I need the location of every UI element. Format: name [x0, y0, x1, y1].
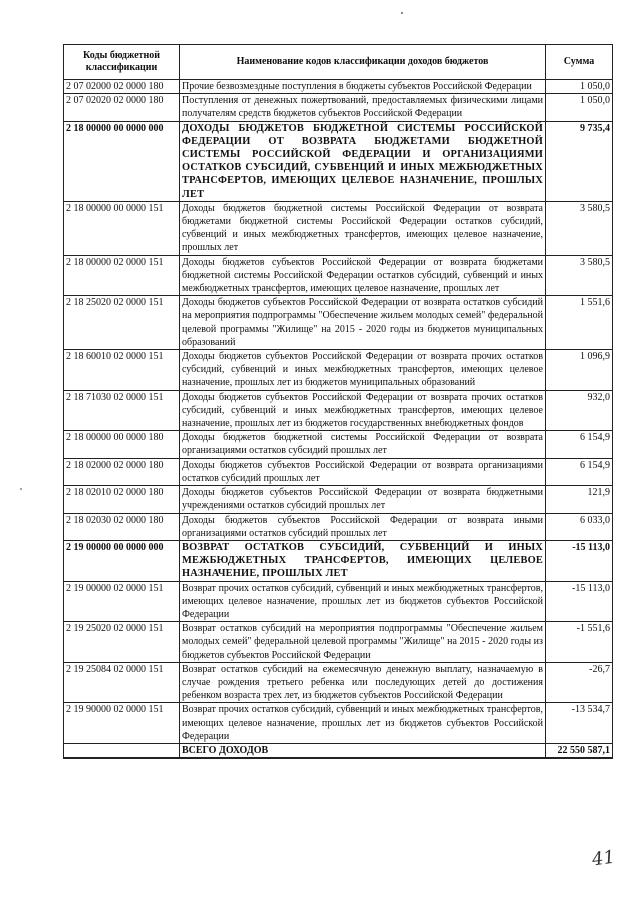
row-name: Доходы бюджетов бюджетной системы Российской Федерации от возврата бюджетами бюджетной системы Российской Федерации остатков субсидий, субвенций и иных межбюджетных трансфертов, имеющих целевое назначение, прошлых лет	[180, 201, 546, 255]
row-code: 2 19 90000 02 0000 151	[64, 703, 180, 744]
table-row	[64, 201, 613, 255]
row-name: Доходы бюджетов субъектов Российской Федерации от возврата организациями остатков субсидий прошлых лет	[180, 458, 546, 485]
scan-speck	[401, 12, 403, 14]
row-name: ДОХОДЫ БЮДЖЕТОВ БЮДЖЕТНОЙ СИСТЕМЫ РОССИЙСКОЙ ФЕДЕРАЦИИ ОТ ВОЗВРАТА БЮДЖЕТАМИ БЮДЖЕТНОЙ СИСТЕМЫ РОССИЙСКОЙ ФЕДЕРАЦИИ И ОРГАНИЗАЦИЯМИ ОСТАТКОВ СУБСИДИЙ, СУБВЕНЦИЙ И ИНЫХ МЕЖБЮДЖЕТНЫХ ТРАНСФЕРТОВ, ИМЕЮЩИХ ЦЕЛЕВОЕ НАЗНАЧЕНИЕ, ПРОШЛЫХ ЛЕТ	[180, 121, 546, 201]
table-row	[64, 390, 613, 431]
row-code: 2 18 00000 00 0000 151	[64, 201, 180, 255]
table-row	[64, 581, 613, 622]
row-code: 2 18 25020 02 0000 151	[64, 296, 180, 350]
row-name: Возврат прочих остатков субсидий, субвенций и иных межбюджетных трансфертов, имеющих целевое назначение, прошлых лет из бюджетов субъектов Российской Федерации	[180, 581, 546, 622]
header-name: Наименование кодов классификации доходов бюджетов	[180, 45, 546, 80]
row-code: 2 18 02030 02 0000 180	[64, 513, 180, 540]
row-code: 2 19 25084 02 0000 151	[64, 662, 180, 703]
row-sum: -15 113,0	[546, 540, 613, 581]
row-code: 2 19 00000 02 0000 151	[64, 581, 180, 622]
row-name: Доходы бюджетов субъектов Российской Федерации от возврата бюджетными учреждениями остатков субсидий прошлых лет	[180, 486, 546, 513]
total-code	[64, 743, 180, 758]
total-sum: 22 550 587,1	[546, 743, 613, 758]
row-sum: 1 096,9	[546, 350, 613, 391]
row-name: Возврат остатков субсидий на мероприятия подпрограммы "Обеспечение жильем молодых семей" федеральной целевой программы "Жилище" на 2015 - 2020 годы из бюджетов субъектов Российской Федерации	[180, 622, 546, 663]
handwritten-page-number: 41	[590, 846, 617, 871]
row-sum: 3 580,5	[546, 201, 613, 255]
header-code: Коды бюджетной классификации	[64, 45, 180, 80]
table-body	[64, 80, 613, 744]
table-header-row	[64, 45, 613, 80]
table-row	[64, 80, 613, 94]
row-sum: 1 050,0	[546, 94, 613, 121]
table-row	[64, 296, 613, 350]
table-row	[64, 513, 613, 540]
row-name: ВОЗВРАТ ОСТАТКОВ СУБСИДИЙ, СУБВЕНЦИЙ И ИНЫХ МЕЖБЮДЖЕТНЫХ ТРАНСФЕРТОВ, ИМЕЮЩИХ ЦЕЛЕВОЕ НАЗНАЧЕНИЕ, ПРОШЛЫХ ЛЕТ	[180, 540, 546, 581]
row-sum: 1 551,6	[546, 296, 613, 350]
table-row	[64, 622, 613, 663]
table-row	[64, 121, 613, 201]
row-code: 2 18 60010 02 0000 151	[64, 350, 180, 391]
row-sum: -1 551,6	[546, 622, 613, 663]
table-row	[64, 703, 613, 744]
row-sum: 1 050,0	[546, 80, 613, 94]
row-sum: 932,0	[546, 390, 613, 431]
header-sum: Сумма	[546, 45, 613, 80]
row-sum: -15 113,0	[546, 581, 613, 622]
table-row	[64, 94, 613, 121]
row-sum: -13 534,7	[546, 703, 613, 744]
row-code: 2 18 71030 02 0000 151	[64, 390, 180, 431]
table-row	[64, 540, 613, 581]
table-row	[64, 486, 613, 513]
row-code: 2 19 25020 02 0000 151	[64, 622, 180, 663]
table-row	[64, 350, 613, 391]
row-code: 2 19 00000 00 0000 000	[64, 540, 180, 581]
row-name: Возврат остатков субсидий на ежемесячную денежную выплату, назначаемую в случае рождения третьего ребенка или последующих детей до достижения ребенком возраста трех лет, из бюджетов субъектов Российской Федерации	[180, 662, 546, 703]
row-sum: -26,7	[546, 662, 613, 703]
row-name: Доходы бюджетов субъектов Российской Федерации от возврата прочих остатков субсидий, субвенций и иных межбюджетных трансфертов, имеющих целевое назначение, прошлых лет из бюджетов муниципальных образований	[180, 350, 546, 391]
row-code: 2 18 00000 02 0000 151	[64, 255, 180, 296]
row-name: Доходы бюджетов субъектов Российской Федерации от возврата прочих остатков субсидий, субвенций и иных межбюджетных трансфертов, имеющих целевое назначение, прошлых лет из бюджетов государственных внебюджетных фондов	[180, 390, 546, 431]
row-name: Доходы бюджетов бюджетной системы Российской Федерации от возврата организациями остатков субсидий прошлых лет	[180, 431, 546, 458]
row-name: Поступления от денежных пожертвований, предоставляемых физическими лицами получателям средств бюджетов субъектов Российской Федерации	[180, 94, 546, 121]
row-code: 2 07 02000 02 0000 180	[64, 80, 180, 94]
row-code: 2 18 02010 02 0000 180	[64, 486, 180, 513]
total-label: ВСЕГО ДОХОДОВ	[180, 743, 546, 758]
row-code: 2 07 02020 02 0000 180	[64, 94, 180, 121]
row-sum: 9 735,4	[546, 121, 613, 201]
row-code: 2 18 00000 00 0000 000	[64, 121, 180, 201]
row-name: Доходы бюджетов субъектов Российской Федерации от возврата бюджетами бюджетной системы Российской Федерации остатков субсидий, субвенций и иных межбюджетных трансфертов, имеющих целевое назначение, прошлых лет	[180, 255, 546, 296]
revenue-classification-table	[63, 44, 613, 759]
row-name: Прочие безвозмездные поступления в бюджеты субъектов Российской Федерации	[180, 80, 546, 94]
row-name: Доходы бюджетов субъектов Российской Федерации от возврата остатков субсидий на мероприятия подпрограммы "Обеспечение жильем молодых семей" федеральной целевой программы "Жилище" на 2015 - 2020 годы из бюджетов муниципальных образований	[180, 296, 546, 350]
row-sum: 121,9	[546, 486, 613, 513]
row-name: Возврат прочих остатков субсидий, субвенций и иных межбюджетных трансфертов, имеющих целевое назначение, прошлых лет из бюджетов субъектов Российской Федерации	[180, 703, 546, 744]
table-row	[64, 458, 613, 485]
row-sum: 6 154,9	[546, 431, 613, 458]
total-row	[64, 743, 613, 758]
row-sum: 3 580,5	[546, 255, 613, 296]
scan-speck	[20, 488, 22, 490]
row-name: Доходы бюджетов субъектов Российской Федерации от возврата иными организациями остатков субсидий прошлых лет	[180, 513, 546, 540]
row-sum: 6 033,0	[546, 513, 613, 540]
row-code: 2 18 02000 02 0000 180	[64, 458, 180, 485]
table-row	[64, 255, 613, 296]
row-sum: 6 154,9	[546, 458, 613, 485]
row-code: 2 18 00000 00 0000 180	[64, 431, 180, 458]
table-row	[64, 431, 613, 458]
table-row	[64, 662, 613, 703]
